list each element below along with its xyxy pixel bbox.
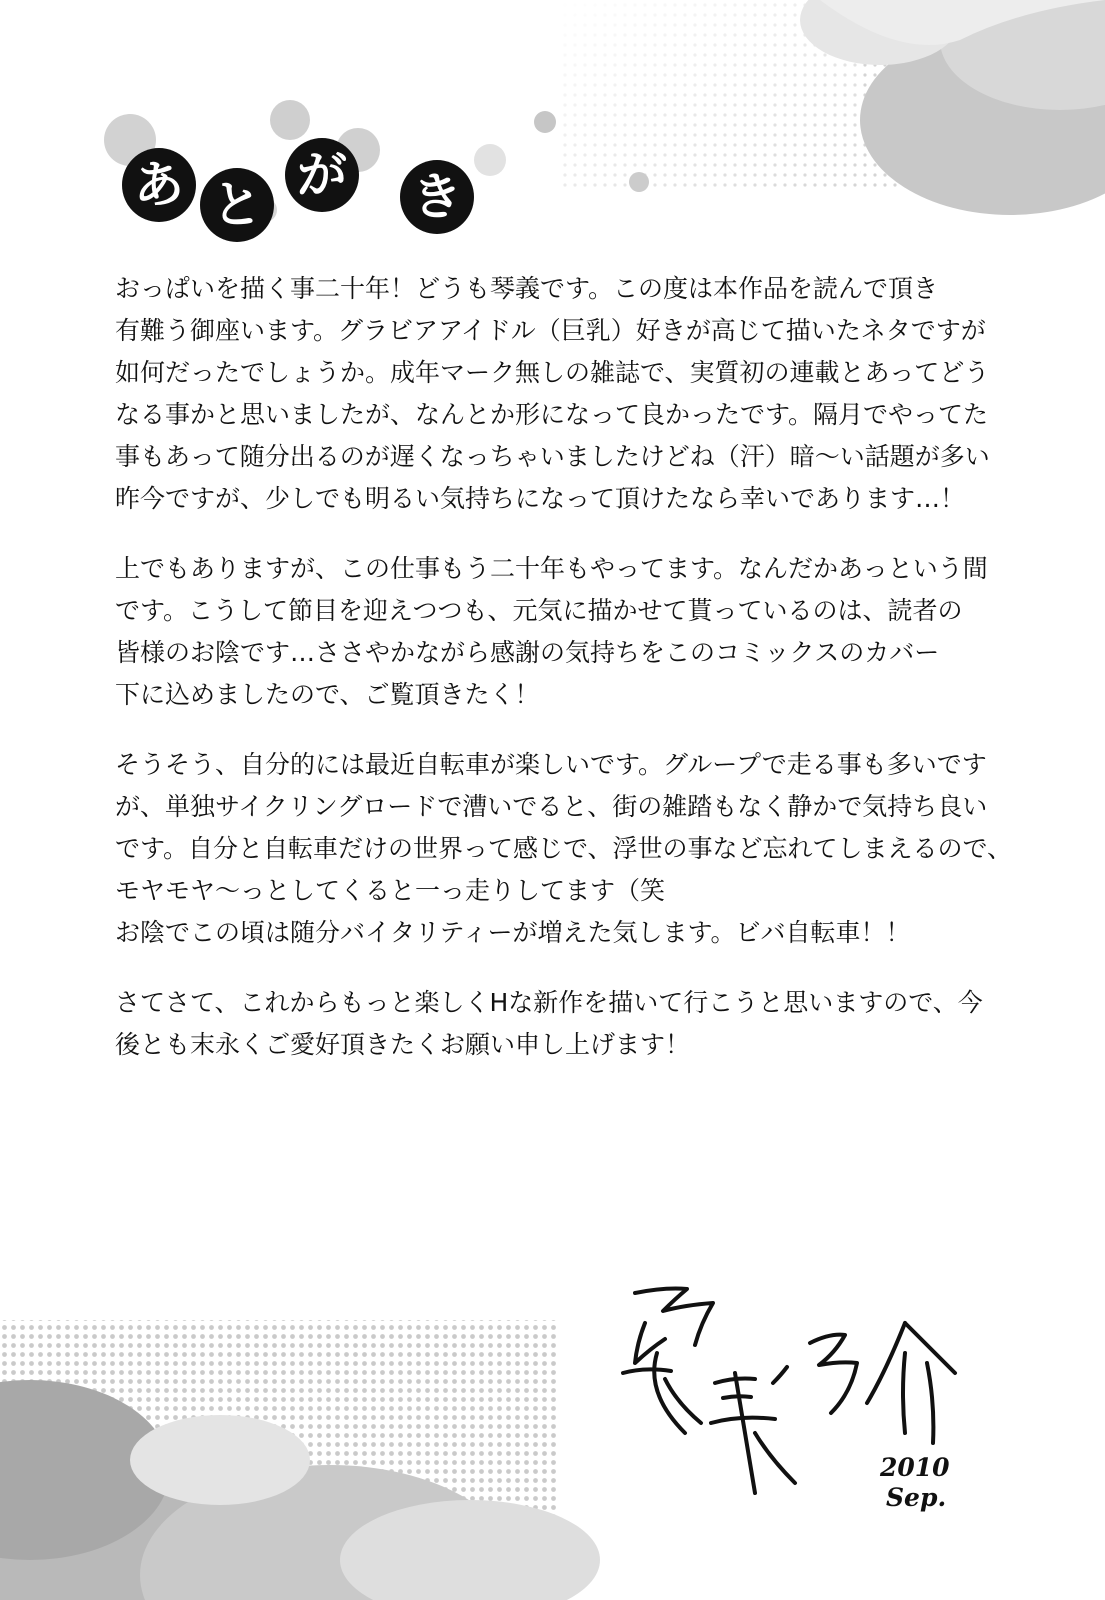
paragraph-2	[115, 548, 1005, 716]
signature-year: 2010	[880, 1453, 950, 1482]
text-line: 事もあって随分出るのが遅くなっちゃいましたけどね（汗）暗〜い話題が多い	[115, 442, 990, 471]
signature-date	[880, 1453, 950, 1513]
text-line: モヤモヤ〜っとしてくると一っ走りしてます（笑	[115, 876, 666, 905]
text-line: 下に込めましたので、ご覧頂きたく！	[115, 680, 540, 709]
paragraph-1	[115, 268, 1005, 520]
text-line: 有難う御座います。グラビアアイドル（巨乳）好きが高じて描いたネタですが	[115, 316, 986, 345]
text-line: 如何だったでしょうか。成年マーク無しの雑誌で、実質初の連載とあってどう	[115, 358, 990, 387]
text-line: 後とも末永くご愛好頂きたくお願い申し上げます！	[115, 1030, 691, 1059]
title-char: が	[285, 138, 359, 212]
afterword-title	[110, 110, 510, 234]
title-char: あ	[122, 148, 196, 222]
text-line: 昨今ですが、少しでも明るい気持ちになって頂けたなら幸いであります…！	[115, 484, 966, 513]
afterword-body	[115, 268, 1013, 1094]
text-line: 上でもありますが、この仕事もう二十年もやってます。なんだかあっという間	[115, 554, 988, 583]
text-line: さてさて、これからもっと楽しくHな新作を描いて行こうと思いますので、今	[115, 988, 983, 1017]
paragraph-4	[115, 982, 1005, 1066]
text-line: なる事かと思いましたが、なんとか形になって良かったです。隔月でやってた	[115, 400, 989, 429]
signature-month: Sep.	[886, 1483, 947, 1512]
text-line: です。こうして節目を迎えつつも、元気に描かせて貰っているのは、読者の	[115, 596, 963, 625]
text-line: そうそう、自分的には最近自転車が楽しいです。グループで走る事も多いです	[115, 750, 987, 779]
title-char: と	[200, 168, 274, 242]
title-char: き	[400, 160, 474, 234]
text-line: です。自分と自転車だけの世界って感じで、浮世の事など忘れてしまえるので、	[115, 834, 1013, 863]
text-line: おっぱいを描く事二十年！どうも琴義です。この度は本作品を読んで頂き	[115, 274, 939, 303]
text-line: 皆様のお陰です…ささやかながら感謝の気持ちをこのコミックスのカバー	[115, 638, 940, 667]
text-line: が、単独サイクリングロードで漕いでると、街の雑踏もなく静かで気持ち良い	[115, 792, 988, 821]
text-line: お陰でこの頃は随分バイタリティーが増えた気します。ビバ自転車！！	[115, 918, 911, 947]
paragraph-3	[115, 744, 1013, 954]
bottom-left-cloud-decoration	[0, 1320, 600, 1600]
